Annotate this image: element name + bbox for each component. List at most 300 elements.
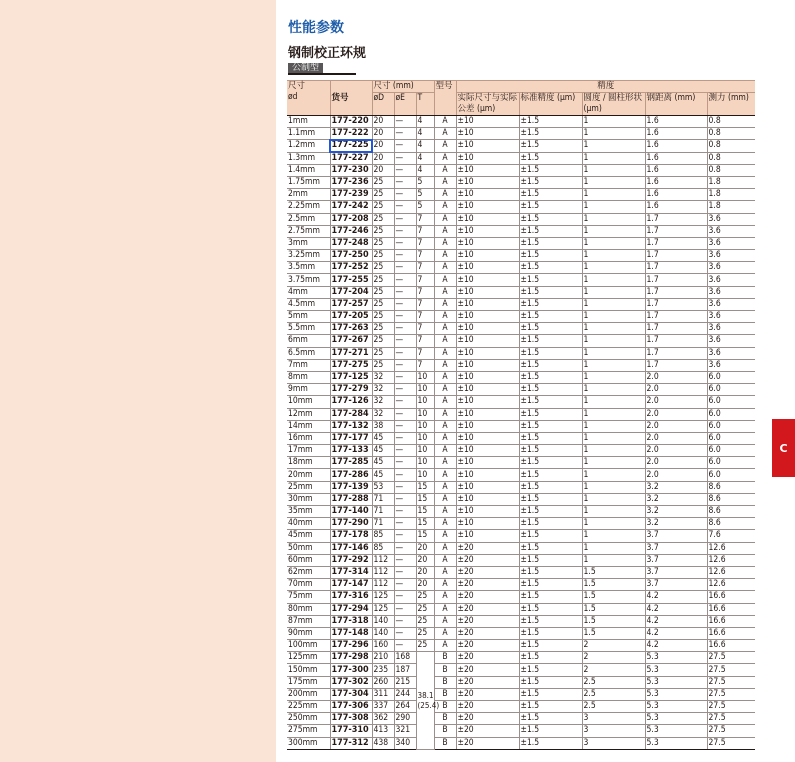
t-cell: 20 [416,554,434,566]
std-precision-cell: ±1.5 [519,335,582,347]
part-number-cell[interactable]: 177-147 [330,579,372,591]
od-cell: 25 [372,298,394,310]
part-number-cell[interactable]: 177-132 [330,420,372,432]
roundness-cell: 1 [582,164,645,176]
oe-cell: 215 [394,676,416,688]
part-number-cell[interactable]: 177-284 [330,408,372,420]
roundness-cell: 1 [582,140,645,152]
roundness-cell: 1 [582,481,645,493]
oe-cell: — [394,506,416,518]
std-precision-cell: ±1.5 [519,591,582,603]
size-cell: 3.25mm [287,250,330,262]
part-number-cell[interactable]: 177-292 [330,554,372,566]
force-cell: 12.6 [707,566,755,578]
distance-cell: 2.0 [645,469,707,481]
std-precision-cell: ±1.5 [519,445,582,457]
force-cell: 3.6 [707,237,755,249]
od-cell: 25 [372,176,394,188]
std-precision-cell: ±1.5 [519,323,582,335]
size-cell: 5mm [287,311,330,323]
part-number-cell[interactable]: 177-208 [330,213,372,225]
table-row [287,688,755,700]
size-cell: 18mm [287,457,330,469]
force-cell: 3.6 [707,335,755,347]
part-number-cell[interactable]: 177-148 [330,627,372,639]
size-cell: 62mm [287,566,330,578]
table-row [287,237,755,249]
size-cell: 75mm [287,591,330,603]
std-precision-cell: ±1.5 [519,396,582,408]
force-cell: 16.6 [707,615,755,627]
deviation-cell: ±10 [456,189,519,201]
roundness-cell: 1 [582,469,645,481]
part-number-cell[interactable]: 177-300 [330,664,372,676]
size-cell: 50mm [287,542,330,554]
force-cell: 6.0 [707,371,755,383]
type-cell: A [434,189,456,201]
force-cell: 16.6 [707,603,755,615]
type-cell: A [434,445,456,457]
od-cell: 140 [372,615,394,627]
type-cell: B [434,688,456,700]
part-number-cell[interactable]: 177-314 [330,566,372,578]
type-cell: B [434,652,456,664]
t-cell: 15 [416,518,434,530]
part-number-cell[interactable]: 177-242 [330,201,372,213]
od-cell: 25 [372,286,394,298]
type-cell: A [434,359,456,371]
distance-cell: 1.7 [645,335,707,347]
od-cell: 112 [372,566,394,578]
distance-cell: 5.3 [645,664,707,676]
roundness-cell: 2 [582,652,645,664]
distance-cell: 1.7 [645,274,707,286]
od-cell: 45 [372,432,394,444]
size-cell: 45mm [287,530,330,542]
distance-cell: 1.6 [645,164,707,176]
size-cell: 10mm [287,396,330,408]
part-number-cell[interactable]: 177-257 [330,298,372,310]
std-precision-cell: ±1.5 [519,603,582,615]
part-number-cell[interactable]: 177-310 [330,725,372,737]
type-cell: A [434,530,456,542]
od-cell: 53 [372,481,394,493]
size-cell: 14mm [287,420,330,432]
deviation-cell: ±20 [456,554,519,566]
t-cell: 20 [416,566,434,578]
oe-cell: — [394,176,416,188]
table-row [287,676,755,688]
part-number-cell[interactable]: 177-286 [330,469,372,481]
part-number-cell[interactable]: 177-298 [330,652,372,664]
type-cell: B [434,737,456,749]
oe-cell: — [394,481,416,493]
roundness-cell: 1 [582,213,645,225]
oe-cell: — [394,566,416,578]
size-cell: 1.75mm [287,176,330,188]
od-cell: 140 [372,627,394,639]
std-precision-cell: ±1.5 [519,384,582,396]
distance-cell: 2.0 [645,457,707,469]
deviation-cell: ±20 [456,652,519,664]
force-cell: 0.8 [707,164,755,176]
col-precision-group-header: 精度 [456,81,755,93]
size-cell: 40mm [287,518,330,530]
oe-cell: — [394,542,416,554]
std-precision-cell: ±1.5 [519,579,582,591]
part-number-cell[interactable]: 177-204 [330,286,372,298]
force-cell: 0.8 [707,128,755,140]
oe-cell: — [394,627,416,639]
part-number-cell[interactable]: 177-230 [330,164,372,176]
oe-cell: — [394,615,416,627]
distance-cell: 4.2 [645,603,707,615]
table-row [287,298,755,310]
size-cell: 1.2mm [287,140,330,152]
type-cell: A [434,469,456,481]
part-number-cell[interactable]: 177-222 [330,128,372,140]
table-row [287,481,755,493]
deviation-cell: ±20 [456,713,519,725]
oe-cell: — [394,420,416,432]
distance-cell: 1.6 [645,140,707,152]
type-cell: A [434,164,456,176]
type-cell: A [434,481,456,493]
part-number-cell[interactable]: 177-205 [330,311,372,323]
part-number-cell[interactable]: 177-279 [330,384,372,396]
oe-cell: — [394,640,416,652]
size-cell: 1.3mm [287,152,330,164]
type-cell: A [434,627,456,639]
od-cell: 112 [372,579,394,591]
force-cell: 8.6 [707,493,755,505]
t-cell: 10 [416,457,434,469]
part-number-cell[interactable]: 177-271 [330,347,372,359]
deviation-cell: ±10 [456,140,519,152]
t-cell: 10 [416,371,434,383]
part-number-cell[interactable]: 177-252 [330,262,372,274]
part-number-cell[interactable]: 177-294 [330,603,372,615]
std-precision-cell: ±1.5 [519,140,582,152]
t-cell: 10 [416,432,434,444]
subsection-label: 公制型 [288,63,323,73]
col-type-header: 型号 [434,81,456,116]
part-number-cell[interactable]: 177-306 [330,701,372,713]
table-row [287,213,755,225]
t-cell: 15 [416,481,434,493]
oe-cell: — [394,579,416,591]
oe-cell: — [394,432,416,444]
force-cell: 6.0 [707,408,755,420]
od-cell: 160 [372,640,394,652]
table-row [287,603,755,615]
force-cell: 16.6 [707,591,755,603]
roundness-cell: 2.5 [582,676,645,688]
part-number-cell[interactable]: 177-125 [330,371,372,383]
distance-cell: 1.7 [645,298,707,310]
deviation-cell: ±10 [456,116,519,128]
col-od-header: øD [372,93,394,116]
size-cell: 2.25mm [287,201,330,213]
part-number-cell[interactable]: 177-288 [330,493,372,505]
part-number-cell[interactable]: 177-275 [330,359,372,371]
roundness-cell: 1 [582,432,645,444]
product-title: 钢制校正环规 [288,46,367,61]
t-cell: 5 [416,201,434,213]
part-number-cell[interactable]: 177-139 [330,481,372,493]
std-precision-cell: ±1.5 [519,542,582,554]
deviation-cell: ±10 [456,213,519,225]
distance-cell: 4.2 [645,615,707,627]
std-precision-cell: ±1.5 [519,213,582,225]
left-margin [0,0,276,762]
oe-cell: — [394,286,416,298]
part-number-cell[interactable]: 177-227 [330,152,372,164]
distance-cell: 2.0 [645,432,707,444]
distance-cell: 3.7 [645,579,707,591]
table-row [287,432,755,444]
t-cell: 7 [416,323,434,335]
oe-cell: — [394,116,416,128]
std-precision-cell: ±1.5 [519,274,582,286]
table-row [287,530,755,542]
force-cell: 3.6 [707,262,755,274]
table-row [287,701,755,713]
od-cell: 85 [372,530,394,542]
col-dims-group-header: 尺寸 (mm) [372,81,434,93]
table-row [287,396,755,408]
roundness-cell: 2.5 [582,688,645,700]
std-precision-cell: ±1.5 [519,664,582,676]
part-number-cell[interactable]: 177-304 [330,688,372,700]
roundness-cell: 2 [582,640,645,652]
size-cell: 1.4mm [287,164,330,176]
t-cell: 4 [416,152,434,164]
distance-cell: 5.3 [645,701,707,713]
col-roundness-header: 圆度 / 圆柱形状 (µm) [582,93,645,116]
std-precision-cell: ±1.5 [519,566,582,578]
std-precision-cell: ±1.5 [519,298,582,310]
oe-cell: — [394,445,416,457]
force-cell: 27.5 [707,713,755,725]
od-cell: 25 [372,225,394,237]
type-cell: A [434,237,456,249]
table-row [287,250,755,262]
force-cell: 16.6 [707,627,755,639]
od-cell: 413 [372,725,394,737]
table-row [287,152,755,164]
od-cell: 32 [372,384,394,396]
type-cell: A [434,311,456,323]
distance-cell: 2.0 [645,420,707,432]
size-cell: 3mm [287,237,330,249]
od-cell: 25 [372,323,394,335]
type-cell: A [434,432,456,444]
part-number-cell[interactable]: 177-140 [330,506,372,518]
od-cell: 20 [372,140,394,152]
size-cell: 16mm [287,432,330,444]
deviation-cell: ±20 [456,579,519,591]
deviation-cell: ±20 [456,542,519,554]
std-precision-cell: ±1.5 [519,725,582,737]
size-cell: 125mm [287,652,330,664]
t-cell: 25 [416,640,434,652]
table-row [287,384,755,396]
part-number-cell[interactable]: 177-255 [330,274,372,286]
od-cell: 25 [372,237,394,249]
od-cell: 45 [372,445,394,457]
table-row [287,542,755,554]
force-cell: 3.6 [707,323,755,335]
std-precision-cell: ±1.5 [519,554,582,566]
roundness-cell: 1 [582,128,645,140]
force-cell: 1.8 [707,176,755,188]
od-cell: 71 [372,493,394,505]
t-cell: 25 [416,591,434,603]
roundness-cell: 1 [582,359,645,371]
part-number-cell[interactable]: 177-239 [330,189,372,201]
col-oe-header: øE [394,93,416,116]
roundness-cell: 1.5 [582,566,645,578]
part-number-cell[interactable]: 177-133 [330,445,372,457]
deviation-cell: ±20 [456,701,519,713]
type-cell: A [434,213,456,225]
deviation-cell: ±20 [456,676,519,688]
part-number-cell[interactable]: 177-248 [330,237,372,249]
type-cell: A [434,640,456,652]
distance-cell: 1.6 [645,116,707,128]
subsection-heading [288,63,356,75]
table-row [287,189,755,201]
table-row [287,518,755,530]
force-cell: 27.5 [707,701,755,713]
distance-cell: 1.7 [645,237,707,249]
part-number-cell[interactable]: 177-236 [330,176,372,188]
force-cell: 6.0 [707,420,755,432]
roundness-cell: 3 [582,713,645,725]
roundness-cell: 1 [582,408,645,420]
deviation-cell: ±20 [456,615,519,627]
oe-cell: 290 [394,713,416,725]
t-cell: 10 [416,384,434,396]
deviation-cell: ±20 [456,640,519,652]
std-precision-cell: ±1.5 [519,615,582,627]
section-tab-c[interactable] [772,419,795,477]
roundness-cell: 1 [582,116,645,128]
table-row [287,420,755,432]
part-number-cell[interactable]: 177-246 [330,225,372,237]
part-number-cell-highlighted[interactable]: 177-225 [330,140,372,152]
deviation-cell: ±10 [456,530,519,542]
t-cell: 25 [416,603,434,615]
roundness-cell: 1 [582,323,645,335]
force-cell: 12.6 [707,554,755,566]
deviation-cell: ±10 [456,445,519,457]
part-number-cell[interactable]: 177-178 [330,530,372,542]
table-row [287,640,755,652]
part-number-cell[interactable]: 177-308 [330,713,372,725]
size-cell: 12mm [287,408,330,420]
part-number-cell[interactable]: 177-285 [330,457,372,469]
std-precision-cell: ±1.5 [519,128,582,140]
type-cell: A [434,286,456,298]
part-number-cell[interactable]: 177-318 [330,615,372,627]
std-precision-cell: ±1.5 [519,457,582,469]
deviation-cell: ±10 [456,396,519,408]
part-number-cell[interactable]: 177-177 [330,432,372,444]
part-number-cell[interactable]: 177-312 [330,737,372,749]
std-precision-cell: ±1.5 [519,481,582,493]
deviation-cell: ±10 [456,493,519,505]
size-cell: 6.5mm [287,347,330,359]
table-row [287,323,755,335]
force-cell: 3.6 [707,250,755,262]
roundness-cell: 1 [582,457,645,469]
oe-cell: — [394,152,416,164]
col-std-precision-header: 标准精度 (µm) [519,93,582,116]
type-cell: A [434,408,456,420]
size-cell: 9mm [287,384,330,396]
part-number-cell[interactable]: 177-302 [330,676,372,688]
t-merged-cell: 38.1 (25.4) [416,652,434,750]
oe-cell: — [394,603,416,615]
part-number-cell[interactable]: 177-290 [330,518,372,530]
spec-table [287,80,755,750]
deviation-cell: ±20 [456,688,519,700]
distance-cell: 4.2 [645,591,707,603]
deviation-cell: ±20 [456,627,519,639]
type-cell: A [434,566,456,578]
part-number-cell[interactable]: 177-316 [330,591,372,603]
part-number-cell[interactable]: 177-220 [330,116,372,128]
deviation-cell: ±10 [456,250,519,262]
distance-cell: 3.2 [645,481,707,493]
force-cell: 3.6 [707,225,755,237]
deviation-cell: ±10 [456,408,519,420]
roundness-cell: 1.5 [582,627,645,639]
deviation-cell: ±20 [456,603,519,615]
deviation-cell: ±10 [456,225,519,237]
part-number-cell[interactable]: 177-250 [330,250,372,262]
oe-cell: — [394,457,416,469]
oe-cell: — [394,213,416,225]
type-cell: A [434,298,456,310]
table-row [287,725,755,737]
t-cell: 7 [416,250,434,262]
roundness-cell: 1 [582,445,645,457]
od-cell: 71 [372,506,394,518]
part-number-cell[interactable]: 177-267 [330,335,372,347]
type-cell: A [434,396,456,408]
roundness-cell: 3 [582,737,645,749]
std-precision-cell: ±1.5 [519,530,582,542]
roundness-cell: 1.5 [582,615,645,627]
type-cell: B [434,725,456,737]
table-row [287,347,755,359]
od-cell: 45 [372,469,394,481]
deviation-cell: ±10 [456,457,519,469]
distance-cell: 1.6 [645,152,707,164]
part-number-cell[interactable]: 177-263 [330,323,372,335]
force-cell: 3.6 [707,286,755,298]
part-number-cell[interactable]: 177-296 [330,640,372,652]
t-cell: 25 [416,615,434,627]
part-number-cell[interactable]: 177-126 [330,396,372,408]
od-cell: 45 [372,457,394,469]
part-number-cell[interactable]: 177-146 [330,542,372,554]
type-cell: A [434,140,456,152]
force-cell: 27.5 [707,688,755,700]
